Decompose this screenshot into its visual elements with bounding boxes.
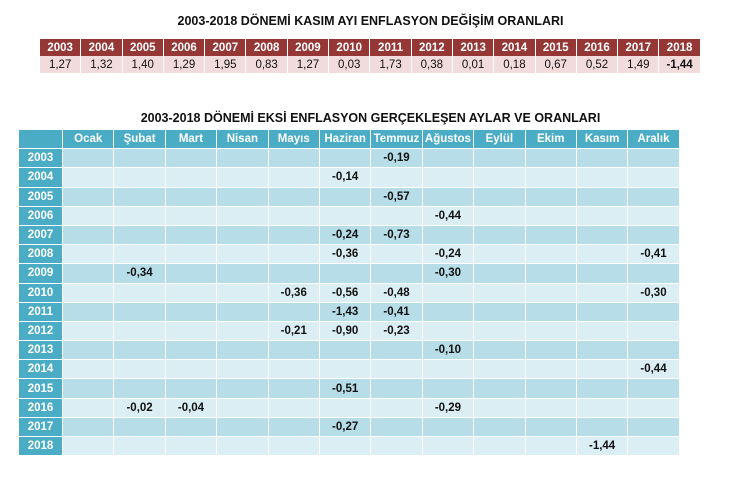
table2-value-cell xyxy=(114,245,165,264)
table2-value-cell xyxy=(63,321,114,340)
table2-value-cell: -0,04 xyxy=(165,398,216,417)
table2-year-cell: 2006 xyxy=(19,206,63,225)
table2-month-header: Aralık xyxy=(628,130,679,149)
table2-value-cell xyxy=(63,417,114,436)
table-row xyxy=(19,264,680,283)
table2-value-cell xyxy=(165,283,216,302)
table2-value-cell xyxy=(474,302,525,321)
table2-value-cell xyxy=(217,264,268,283)
table-row xyxy=(19,283,680,302)
table2-value-cell: -0,30 xyxy=(422,264,473,283)
table2-value-cell xyxy=(576,225,627,244)
table2-value-cell xyxy=(217,283,268,302)
table2-value-cell xyxy=(63,225,114,244)
table2-value-cell xyxy=(422,168,473,187)
table2-value-cell xyxy=(371,417,422,436)
table2-value-cell xyxy=(371,398,422,417)
table2-value-cell xyxy=(576,341,627,360)
table1-header-row xyxy=(40,39,700,56)
table1-value-cell: 0,01 xyxy=(452,56,493,73)
table2-value-cell xyxy=(217,187,268,206)
table2-value-cell xyxy=(114,302,165,321)
table1-value-cell: 1,32 xyxy=(81,56,122,73)
table2-month-header: Ekim xyxy=(525,130,576,149)
table2-value-cell xyxy=(576,379,627,398)
table2-value-cell xyxy=(268,360,319,379)
table2-value-cell xyxy=(525,321,576,340)
table2-value-cell xyxy=(576,417,627,436)
table2-value-cell xyxy=(63,360,114,379)
table1-value-cell: 0,38 xyxy=(411,56,452,73)
table2-month-header: Ocak xyxy=(63,130,114,149)
table2-value-cell xyxy=(63,398,114,417)
table1-value-cell: -1,44 xyxy=(659,56,700,73)
table2-value-cell xyxy=(576,187,627,206)
table1-value-cell: 1,95 xyxy=(205,56,246,73)
table2-value-cell xyxy=(628,379,679,398)
table2-value-cell xyxy=(114,417,165,436)
table2-value-cell xyxy=(628,264,679,283)
table2-value-cell xyxy=(319,341,370,360)
table2-value-cell xyxy=(628,225,679,244)
table2-year-cell: 2010 xyxy=(19,283,63,302)
table2-value-cell: -1,44 xyxy=(576,437,627,456)
table1-year-header: 2011 xyxy=(370,39,411,56)
table2-value-cell xyxy=(628,321,679,340)
table2-value-cell xyxy=(217,168,268,187)
table1-value-cell: 0,52 xyxy=(576,56,617,73)
table2-value-cell: -0,23 xyxy=(371,321,422,340)
table2-value-cell xyxy=(628,398,679,417)
table1-value-cell: 1,49 xyxy=(618,56,659,73)
table2-value-cell xyxy=(165,360,216,379)
november-inflation-table xyxy=(40,39,701,73)
table2-value-cell xyxy=(268,341,319,360)
table2-value-cell xyxy=(165,417,216,436)
table2-month-header: Şubat xyxy=(114,130,165,149)
table2-value-cell xyxy=(371,341,422,360)
table2-year-cell: 2007 xyxy=(19,225,63,244)
table-row xyxy=(19,206,680,225)
table1-value-cell: 1,29 xyxy=(163,56,204,73)
table2-value-cell xyxy=(63,206,114,225)
table-row xyxy=(19,417,680,436)
table2-value-cell xyxy=(525,398,576,417)
table2-value-cell xyxy=(165,245,216,264)
table2-value-cell xyxy=(422,379,473,398)
table2-value-cell: -0,27 xyxy=(319,417,370,436)
table2-value-cell xyxy=(217,398,268,417)
table2-value-cell xyxy=(474,321,525,340)
table1-year-header: 2009 xyxy=(287,39,328,56)
table2-value-cell xyxy=(371,360,422,379)
table2-value-cell: -0,36 xyxy=(319,245,370,264)
table1-year-header: 2014 xyxy=(494,39,535,56)
table2-year-cell: 2009 xyxy=(19,264,63,283)
table2-value-cell xyxy=(371,264,422,283)
table2-value-cell xyxy=(576,302,627,321)
table2-value-cell: -0,73 xyxy=(371,225,422,244)
table2-value-cell xyxy=(63,149,114,168)
table2-value-cell xyxy=(474,437,525,456)
table2-value-cell xyxy=(268,379,319,398)
table2-value-cell: -0,48 xyxy=(371,283,422,302)
table2-value-cell xyxy=(63,437,114,456)
table1-year-header: 2003 xyxy=(40,39,81,56)
table2-value-cell xyxy=(474,149,525,168)
table2-value-cell xyxy=(319,149,370,168)
table2-value-cell xyxy=(474,398,525,417)
table2-year-cell: 2003 xyxy=(19,149,63,168)
table2-month-header: Nisan xyxy=(217,130,268,149)
table2-value-cell xyxy=(422,417,473,436)
table2-value-cell xyxy=(474,245,525,264)
table-row xyxy=(19,149,680,168)
table1-year-header: 2017 xyxy=(618,39,659,56)
table2-value-cell: -0,34 xyxy=(114,264,165,283)
table2-value-cell: -0,90 xyxy=(319,321,370,340)
table2-value-cell xyxy=(474,225,525,244)
table-row xyxy=(19,341,680,360)
table1-year-header: 2008 xyxy=(246,39,287,56)
table-row xyxy=(19,379,680,398)
table2-value-cell xyxy=(628,187,679,206)
table2-year-cell: 2016 xyxy=(19,398,63,417)
table2-value-cell xyxy=(217,206,268,225)
table2-value-cell xyxy=(268,168,319,187)
table2-value-cell xyxy=(268,264,319,283)
table1-title: 2003-2018 DÖNEMİ KASIM AYI ENFLASYON DEĞİŞİM ORANLARI xyxy=(177,14,564,28)
table2-value-cell: -0,21 xyxy=(268,321,319,340)
table2-value-cell xyxy=(422,225,473,244)
table1-year-header: 2004 xyxy=(81,39,122,56)
table1-year-header: 2010 xyxy=(329,39,370,56)
table2-corner-cell xyxy=(19,130,63,149)
table2-value-cell xyxy=(268,206,319,225)
table2-value-cell: -0,36 xyxy=(268,283,319,302)
table2-value-cell xyxy=(576,149,627,168)
table2-value-cell xyxy=(525,168,576,187)
table-row xyxy=(19,321,680,340)
table2-value-cell xyxy=(474,168,525,187)
table2-value-cell xyxy=(217,302,268,321)
table2-month-header: Mayıs xyxy=(268,130,319,149)
table2-value-cell xyxy=(628,206,679,225)
table1-value-row xyxy=(40,56,700,73)
table1-value-cell: 0,67 xyxy=(535,56,576,73)
table-row xyxy=(19,398,680,417)
table2-month-header: Temmuz xyxy=(371,130,422,149)
table2-year-cell: 2005 xyxy=(19,187,63,206)
table2-value-cell xyxy=(268,245,319,264)
table2-value-cell: -0,51 xyxy=(319,379,370,398)
table1-value-cell: 1,73 xyxy=(370,56,411,73)
table2-value-cell xyxy=(165,379,216,398)
table2-value-cell xyxy=(628,168,679,187)
table2-value-cell xyxy=(628,149,679,168)
table1-year-header: 2007 xyxy=(205,39,246,56)
table2-year-cell: 2017 xyxy=(19,417,63,436)
table1-year-header: 2006 xyxy=(163,39,204,56)
table2-value-cell xyxy=(576,245,627,264)
table2-value-cell xyxy=(319,264,370,283)
table2-month-header: Kasım xyxy=(576,130,627,149)
table2-value-cell xyxy=(268,398,319,417)
table2-value-cell: -0,19 xyxy=(371,149,422,168)
table-row xyxy=(19,168,680,187)
table2-value-cell xyxy=(268,417,319,436)
table2-value-cell xyxy=(63,283,114,302)
table-row xyxy=(19,225,680,244)
table2-value-cell xyxy=(114,187,165,206)
table2-value-cell xyxy=(114,225,165,244)
table-row xyxy=(19,245,680,264)
table2-value-cell: -0,10 xyxy=(422,341,473,360)
table2-value-cell xyxy=(422,321,473,340)
table2-value-cell xyxy=(165,149,216,168)
table2-value-cell xyxy=(114,149,165,168)
table2-value-cell xyxy=(576,264,627,283)
table2-value-cell xyxy=(371,206,422,225)
table2-value-cell xyxy=(114,341,165,360)
table2-value-cell xyxy=(474,341,525,360)
table2-year-cell: 2004 xyxy=(19,168,63,187)
table-row xyxy=(19,187,680,206)
table2-value-cell xyxy=(422,302,473,321)
table2-value-cell xyxy=(114,206,165,225)
table2-value-cell xyxy=(422,149,473,168)
table2-value-cell xyxy=(217,245,268,264)
table2-value-cell xyxy=(165,302,216,321)
table2-value-cell xyxy=(165,168,216,187)
table2-value-cell xyxy=(63,245,114,264)
table2-value-cell xyxy=(114,168,165,187)
table2-year-cell: 2018 xyxy=(19,437,63,456)
table2-value-cell xyxy=(525,437,576,456)
table2-value-cell: -0,24 xyxy=(422,245,473,264)
table2-value-cell xyxy=(525,206,576,225)
table2-value-cell xyxy=(474,417,525,436)
table2-value-cell xyxy=(319,437,370,456)
table2-value-cell: -0,29 xyxy=(422,398,473,417)
table2-value-cell xyxy=(628,437,679,456)
table2-value-cell xyxy=(319,398,370,417)
table2-value-cell xyxy=(474,187,525,206)
table2-value-cell: -0,41 xyxy=(628,245,679,264)
table1-year-header: 2015 xyxy=(535,39,576,56)
table2-value-cell xyxy=(576,360,627,379)
table2-month-header: Ağustos xyxy=(422,130,473,149)
table2-value-cell xyxy=(576,206,627,225)
table2-year-cell: 2011 xyxy=(19,302,63,321)
table2-value-cell xyxy=(217,341,268,360)
table2-value-cell: -0,44 xyxy=(628,360,679,379)
table2-value-cell: -0,44 xyxy=(422,206,473,225)
table2-value-cell xyxy=(217,360,268,379)
table2-value-cell xyxy=(268,437,319,456)
table2-value-cell: -0,30 xyxy=(628,283,679,302)
table2-value-cell xyxy=(217,321,268,340)
table2-value-cell xyxy=(576,283,627,302)
table2-value-cell: -0,56 xyxy=(319,283,370,302)
table1-value-cell: 0,18 xyxy=(494,56,535,73)
table2-value-cell xyxy=(217,379,268,398)
table2-value-cell: -0,41 xyxy=(371,302,422,321)
table2-header-row xyxy=(19,130,680,149)
table2-value-cell xyxy=(319,187,370,206)
table1-year-header: 2013 xyxy=(452,39,493,56)
table2-value-cell: -0,14 xyxy=(319,168,370,187)
table2-value-cell: -0,02 xyxy=(114,398,165,417)
table1-year-header: 2018 xyxy=(659,39,700,56)
table2-year-cell: 2014 xyxy=(19,360,63,379)
table2-value-cell xyxy=(63,341,114,360)
table2-value-cell xyxy=(525,283,576,302)
table2-value-cell xyxy=(268,302,319,321)
table2-month-header: Haziran xyxy=(319,130,370,149)
table2-value-cell xyxy=(576,398,627,417)
table2-year-cell: 2012 xyxy=(19,321,63,340)
table1-year-header: 2016 xyxy=(576,39,617,56)
table1-value-cell: 0,03 xyxy=(329,56,370,73)
table2-value-cell xyxy=(422,437,473,456)
table2-value-cell xyxy=(525,341,576,360)
table2-value-cell xyxy=(474,379,525,398)
table2-value-cell xyxy=(576,321,627,340)
table2-value-cell xyxy=(114,283,165,302)
table2-value-cell xyxy=(319,360,370,379)
table2-value-cell xyxy=(525,225,576,244)
table2-value-cell xyxy=(628,417,679,436)
table2-value-cell xyxy=(474,283,525,302)
table2-value-cell xyxy=(217,417,268,436)
table2-value-cell xyxy=(371,379,422,398)
table2-year-cell: 2013 xyxy=(19,341,63,360)
table2-value-cell xyxy=(525,302,576,321)
table2-value-cell xyxy=(217,225,268,244)
table2-value-cell xyxy=(268,149,319,168)
table2-value-cell xyxy=(217,149,268,168)
table2-value-cell xyxy=(525,149,576,168)
table2-value-cell: -0,24 xyxy=(319,225,370,244)
table2-value-cell xyxy=(165,321,216,340)
table2-value-cell xyxy=(422,187,473,206)
table2-value-cell xyxy=(319,206,370,225)
table1-year-header: 2005 xyxy=(122,39,163,56)
table2-value-cell xyxy=(474,360,525,379)
table2-value-cell xyxy=(217,437,268,456)
table2-value-cell xyxy=(63,168,114,187)
table2-value-cell xyxy=(525,187,576,206)
table2-value-cell xyxy=(628,341,679,360)
table2-value-cell xyxy=(525,417,576,436)
table2-value-cell xyxy=(114,360,165,379)
table-row xyxy=(19,302,680,321)
table2-value-cell xyxy=(114,379,165,398)
table2-year-cell: 2008 xyxy=(19,245,63,264)
table2-value-cell xyxy=(474,264,525,283)
table2-value-cell xyxy=(371,245,422,264)
table2-value-cell xyxy=(165,437,216,456)
table2-value-cell: -0,57 xyxy=(371,187,422,206)
table2-year-cell: 2015 xyxy=(19,379,63,398)
table2-value-cell xyxy=(525,245,576,264)
table2-value-cell xyxy=(268,225,319,244)
table2-value-cell xyxy=(371,168,422,187)
table2-value-cell xyxy=(576,168,627,187)
table2-value-cell xyxy=(165,187,216,206)
table2-title: 2003-2018 DÖNEMİ EKSİ ENFLASYON GERÇEKLEŞEN AYLAR VE ORANLARI xyxy=(140,111,601,125)
table2-value-cell xyxy=(628,302,679,321)
table2-value-cell xyxy=(525,264,576,283)
table2-value-cell xyxy=(63,379,114,398)
table2-month-header: Mart xyxy=(165,130,216,149)
table2-value-cell xyxy=(165,341,216,360)
table2-value-cell xyxy=(525,360,576,379)
table2-value-cell xyxy=(63,264,114,283)
table1-value-cell: 1,27 xyxy=(40,56,81,73)
table2-value-cell xyxy=(165,264,216,283)
table2-value-cell xyxy=(63,187,114,206)
table1-value-cell: 1,27 xyxy=(287,56,328,73)
table2-value-cell xyxy=(114,321,165,340)
table2-value-cell xyxy=(371,437,422,456)
table2-value-cell xyxy=(268,187,319,206)
table2-value-cell xyxy=(422,283,473,302)
table2-value-cell xyxy=(525,379,576,398)
table2-value-cell: -1,43 xyxy=(319,302,370,321)
table1-year-header: 2012 xyxy=(411,39,452,56)
table2-value-cell xyxy=(114,437,165,456)
negative-inflation-table xyxy=(18,129,680,456)
table2-month-header: Eylül xyxy=(474,130,525,149)
table-row xyxy=(19,437,680,456)
table1-value-cell: 0,83 xyxy=(246,56,287,73)
table2-value-cell xyxy=(165,225,216,244)
table2-value-cell xyxy=(63,302,114,321)
table2-value-cell xyxy=(422,360,473,379)
table2-value-cell xyxy=(165,206,216,225)
table2-value-cell xyxy=(474,206,525,225)
table-row xyxy=(19,360,680,379)
table1-value-cell: 1,40 xyxy=(122,56,163,73)
